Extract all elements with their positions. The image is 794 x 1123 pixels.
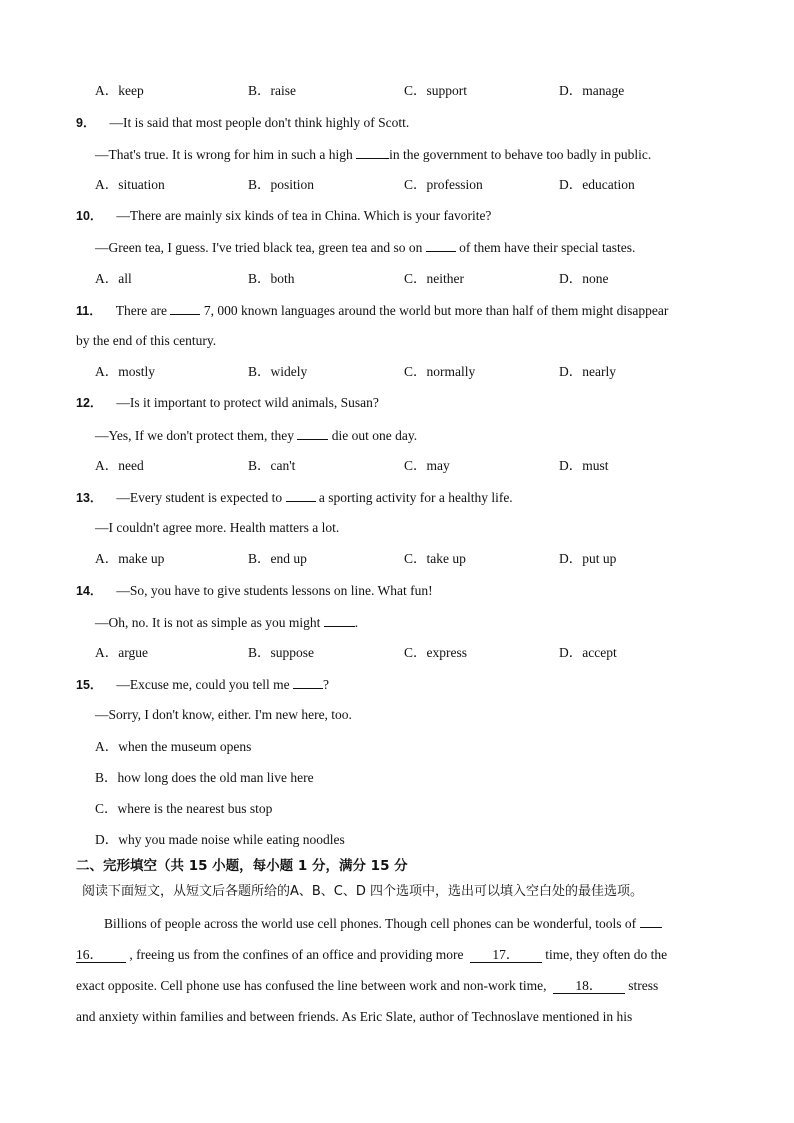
q14-line2-a: —Oh, no. It is not as simple as you might xyxy=(95,615,324,630)
q11-blank xyxy=(170,301,200,315)
q11-line2: by the end of this century. xyxy=(76,333,217,348)
q10-option-a[interactable]: A．all xyxy=(95,271,132,286)
q13-option-d[interactable]: D．put up xyxy=(559,551,617,566)
q9-option-b[interactable]: B．position xyxy=(248,177,315,192)
q10-options xyxy=(0,270,794,288)
q11-stem xyxy=(76,301,668,320)
q13-reply xyxy=(95,519,339,537)
q12-line2-b: die out one day. xyxy=(328,428,418,443)
q14-blank xyxy=(324,613,355,627)
q13-line1-b: a sporting activity for a healthy life. xyxy=(315,490,513,505)
q15-line2: —Sorry, I don't know, either. I'm new here, too. xyxy=(95,707,352,722)
q11-option-d[interactable]: D．nearly xyxy=(559,364,616,379)
q14-option-a[interactable]: A．argue xyxy=(95,645,148,660)
q14-stem xyxy=(76,582,433,600)
q12-number: 12． xyxy=(76,396,103,410)
q14-number: 14． xyxy=(76,584,103,598)
passage-line-3 xyxy=(76,977,658,995)
q10-line1: —There are mainly six kinds of tea in China. Which is your favorite? xyxy=(116,208,492,223)
q14-option-b[interactable]: B．suppose xyxy=(248,645,315,660)
section-instruction: 阅读下面短文，从短文后各题所给的A、B、C、D 四个选项中，选出可以填入空白处的最佳选项。 xyxy=(82,884,644,899)
q11-option-c[interactable]: C．normally xyxy=(404,364,476,379)
q15-option-b[interactable]: B．how long does the old man live here xyxy=(95,770,314,785)
q15-stem xyxy=(76,675,329,694)
passage-line-2-a: , freeing us from the confines of an office and providing more xyxy=(126,947,467,962)
q15-line1-b: ? xyxy=(323,677,329,692)
q11-number: 11． xyxy=(76,304,102,318)
q15-blank xyxy=(293,675,323,689)
q9-reply xyxy=(95,145,651,164)
q11-options xyxy=(0,363,794,381)
q13-stem xyxy=(76,488,513,507)
q15-number: 15． xyxy=(76,678,103,692)
q15-line1-a: —Excuse me, could you tell me xyxy=(116,677,293,692)
passage-line-1 xyxy=(104,914,662,933)
section-title: 二、完形填空（共 15 小题，每小题 1 分，满分 15 分 xyxy=(76,858,408,874)
q12-options xyxy=(0,457,794,475)
q12-line1: —Is it important to protect wild animals, Susan? xyxy=(116,395,379,410)
q12-option-d[interactable]: D．must xyxy=(559,458,609,473)
passage-line-2 xyxy=(76,946,667,964)
q14-line1: —So, you have to give students lessons on line. What fun! xyxy=(116,583,433,598)
blank-17[interactable]: 17． xyxy=(470,948,542,963)
q8-options xyxy=(0,82,794,100)
q12-option-b[interactable]: B．can't xyxy=(248,458,296,473)
q12-reply xyxy=(95,426,417,445)
q15-option-d[interactable]: D．why you made noise while eating noodles xyxy=(95,832,345,847)
q10-line2-b: of them have their special tastes. xyxy=(455,240,636,255)
q12-line2-a: —Yes, If we don't protect them, they xyxy=(95,428,298,443)
q10-reply xyxy=(95,238,635,257)
q13-option-b[interactable]: B．end up xyxy=(248,551,307,566)
q13-number: 13． xyxy=(76,491,103,505)
q9-stem xyxy=(76,114,409,132)
q11-line1-a: There are xyxy=(115,303,171,318)
q14-reply xyxy=(95,613,358,632)
q13-line1-a: —Every student is expected to xyxy=(116,490,286,505)
q14-line2-b: . xyxy=(354,615,359,630)
q11-line1-b: 7, 000 known languages around the world but more than half of them might disappear xyxy=(200,303,669,318)
q9-number: 9． xyxy=(76,116,96,130)
q13-option-c[interactable]: C．take up xyxy=(404,551,466,566)
q13-options xyxy=(0,550,794,568)
q10-number: 10． xyxy=(76,209,103,223)
q11-stem-cont xyxy=(76,332,216,350)
q11-option-a[interactable]: A．mostly xyxy=(95,364,156,379)
blank-16[interactable]: 16． xyxy=(76,948,126,963)
q13-blank xyxy=(286,488,316,502)
q9-blank xyxy=(356,145,389,159)
q15-option-c[interactable]: C．where is the nearest bus stop xyxy=(95,801,273,816)
q12-option-a[interactable]: A．need xyxy=(95,458,144,473)
q9-option-a[interactable]: A．situation xyxy=(95,177,165,192)
q9-line2-b: in the government to behave too badly in public. xyxy=(389,147,652,162)
passage-line-2-b: time, they often do the xyxy=(541,947,668,962)
q14-option-c[interactable]: C．express xyxy=(404,645,467,660)
q10-option-b[interactable]: B．both xyxy=(248,271,295,286)
q12-stem xyxy=(76,394,379,412)
q8-option-d[interactable]: D．manage xyxy=(559,83,625,98)
q9-option-d[interactable]: D．education xyxy=(559,177,635,192)
q8-option-c[interactable]: C．support xyxy=(404,83,468,98)
q15-reply xyxy=(95,706,352,724)
q10-blank xyxy=(426,238,456,252)
q13-line2: —I couldn't agree more. Health matters a lot. xyxy=(95,520,340,535)
q13-option-a[interactable]: A．make up xyxy=(95,551,165,566)
q12-blank xyxy=(297,426,328,440)
q9-option-c[interactable]: C．profession xyxy=(404,177,483,192)
q15-option-a[interactable]: A．when the museum opens xyxy=(95,739,252,754)
q10-option-d[interactable]: D．none xyxy=(559,271,609,286)
q14-option-d[interactable]: D．accept xyxy=(559,645,617,660)
q10-option-c[interactable]: C．neither xyxy=(404,271,464,286)
q9-line2-a: —That's true. It is wrong for him in such a high xyxy=(95,147,357,162)
blank-18[interactable]: 18． xyxy=(553,979,625,994)
q9-options xyxy=(0,176,794,194)
q14-options xyxy=(0,644,794,662)
passage-line-1-text: Billions of people across the world use cell phones. Though cell phones can be wonderful, tools of xyxy=(104,916,640,931)
q11-option-b[interactable]: B．widely xyxy=(248,364,308,379)
q8-option-a[interactable]: A．keep xyxy=(95,83,144,98)
passage-blank-16-lead xyxy=(640,914,662,928)
q10-stem xyxy=(76,207,491,225)
q9-line1: —It is said that most people don't think highly of Scott. xyxy=(109,115,410,130)
passage-line-3-a: exact opposite. Cell phone use has confused the line between work and non-work time, xyxy=(76,978,550,993)
passage-line-3-b: stress xyxy=(624,978,659,993)
q12-option-c[interactable]: C．may xyxy=(404,458,450,473)
passage-line-4: and anxiety within families and between friends. As Eric Slate, author of Technoslave mentioned in his xyxy=(76,1009,633,1024)
q8-option-b[interactable]: B．raise xyxy=(248,83,296,98)
q10-line2-a: —Green tea, I guess. I've tried black tea, green tea and so on xyxy=(95,240,426,255)
